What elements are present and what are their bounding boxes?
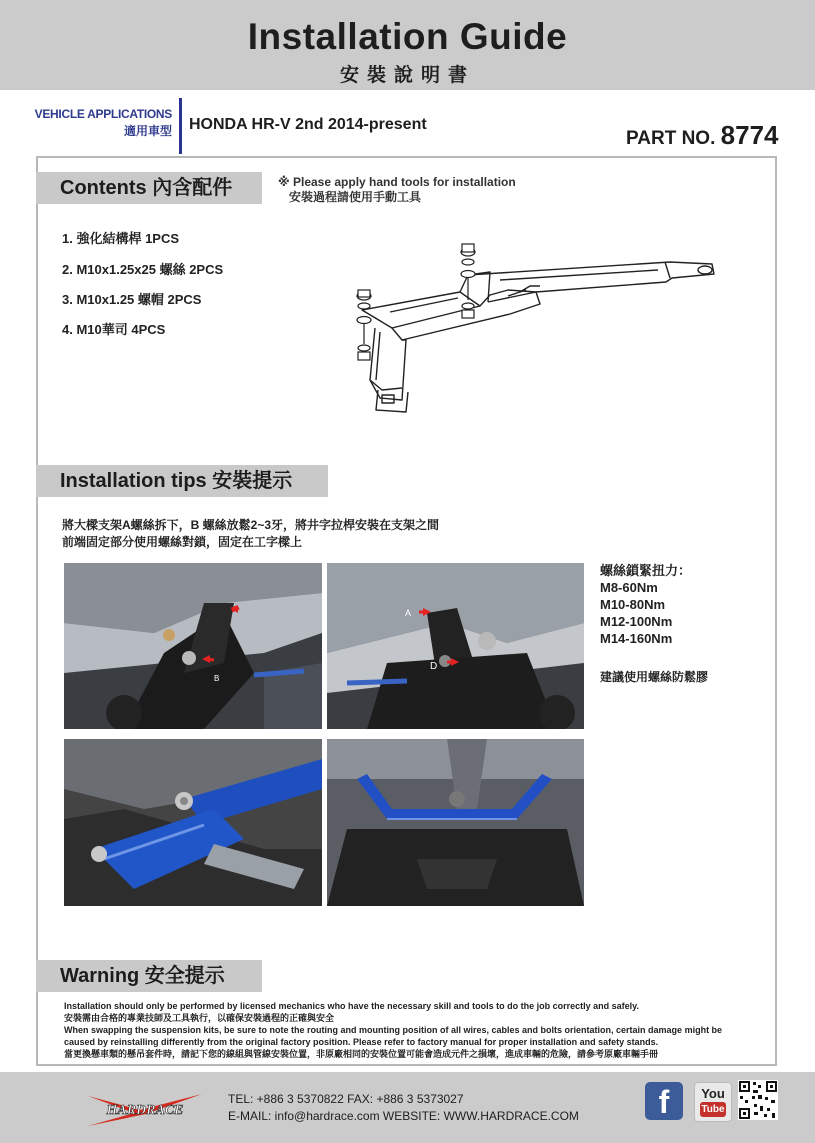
vehicle-applications-label: VEHICLE APPLICATIONS [34,107,172,121]
warning-line: 安裝需由合格的專業技師及工具執行，以確保安裝過程的正確與安全 [64,1013,335,1023]
divider [179,98,182,154]
torque-value: M8-60Nm [600,580,658,595]
install-photo-1 [64,563,322,729]
instruction-line: 前端固定部分使用螺絲對鎖，固定在工字樑上 [62,535,303,549]
warning-title: Warning 安全提示 [60,965,225,987]
warning-section-header [36,960,262,992]
brand-name: HARDRACE [106,1103,184,1118]
torque-value: M12-100Nm [600,614,673,629]
hand-tools-note [278,175,516,205]
warning-line: 當更換懸車類的懸吊套件時，請記下您的線組與管線安裝位置，非原廠相同的安裝位置可能會造成元件之損壞，進成車輛的危險，請參考原廠車輛手冊 [64,1049,659,1059]
hardrace-logo [80,1088,210,1128]
warning-line: Installation should only be performed by licensed mechanics who have the necessary skill and tools to do the job correctly and safely. [64,1001,639,1011]
installation-instructions [62,517,439,551]
contents-item: 4. M10華司 4PCS [62,322,166,337]
torque-title: 螺絲鎖緊扭力： [600,563,692,578]
qr-code-icon[interactable] [738,1080,778,1120]
install-photo-3 [64,739,322,906]
youtube-icon[interactable] [694,1082,732,1122]
page-subtitle: 安裝說明書 [339,65,475,86]
contents-section-header [36,172,262,204]
brace-drawing [340,240,725,415]
threadlock-note: 建議使用螺絲防鬆膠 [600,670,709,684]
warning-line: caused by reinstalling differently from the original factory position. Please refer to factory manual for proper installation and safety stands. [64,1037,659,1047]
torque-spec [600,562,691,647]
contents-item: 1. 強化結構桿 1PCS [62,231,180,246]
torque-value: M10-80Nm [600,597,666,612]
facebook-icon[interactable] [645,1082,683,1120]
vehicle-name: HONDA HR-V 2nd 2014-present [189,116,427,133]
part-number-label: PART NO. [626,128,716,149]
facebook-glyph: f [658,1084,670,1120]
contact-phone-fax: TEL: +886 3 5370822 FAX: +886 3 5373027 [228,1092,464,1106]
contents-item: 3. M10x1.25 螺帽 2PCS [62,292,202,307]
hand-tools-note-en: ※ Please apply hand tools for installation [278,175,516,189]
warning-line: When swapping the suspension kits, be sure to note the routing and mounting position of all wires, cables and bolts orientation, certain damage might be [64,1025,723,1035]
photo-label: D [430,661,438,672]
installation-title: Installation tips 安裝提示 [60,470,293,492]
photo-label: B [214,674,220,683]
install-photo-4 [327,739,584,906]
contents-item: 2. M10x1.25x25 螺絲 2PCS [62,262,224,277]
contact-email-website: E-MAIL: info@hardrace.com WEBSITE: WWW.HARDRACE.COM [228,1109,579,1123]
torque-value: M14-160Nm [600,631,673,646]
installation-section-header [36,465,328,497]
hand-tools-note-zh: 安裝過程請使用手動工具 [289,190,422,204]
part-number [626,120,779,151]
photo-label: A [405,608,412,618]
page-title: Installation Guide [247,16,568,57]
instruction-line: 將大樑支架A螺絲拆下，B 螺絲放鬆2~3牙，將井字拉桿安裝在支架之間 [62,518,440,532]
warning-text [64,1000,764,1060]
part-number-value: 8774 [720,120,779,150]
contents-title: Contents 內含配件 [60,177,233,199]
vehicle-applications-label-zh: 適用車型 [123,124,172,138]
install-photo-2 [327,563,584,729]
youtube-you: You [701,1086,725,1101]
youtube-tube: Tube [701,1104,725,1115]
